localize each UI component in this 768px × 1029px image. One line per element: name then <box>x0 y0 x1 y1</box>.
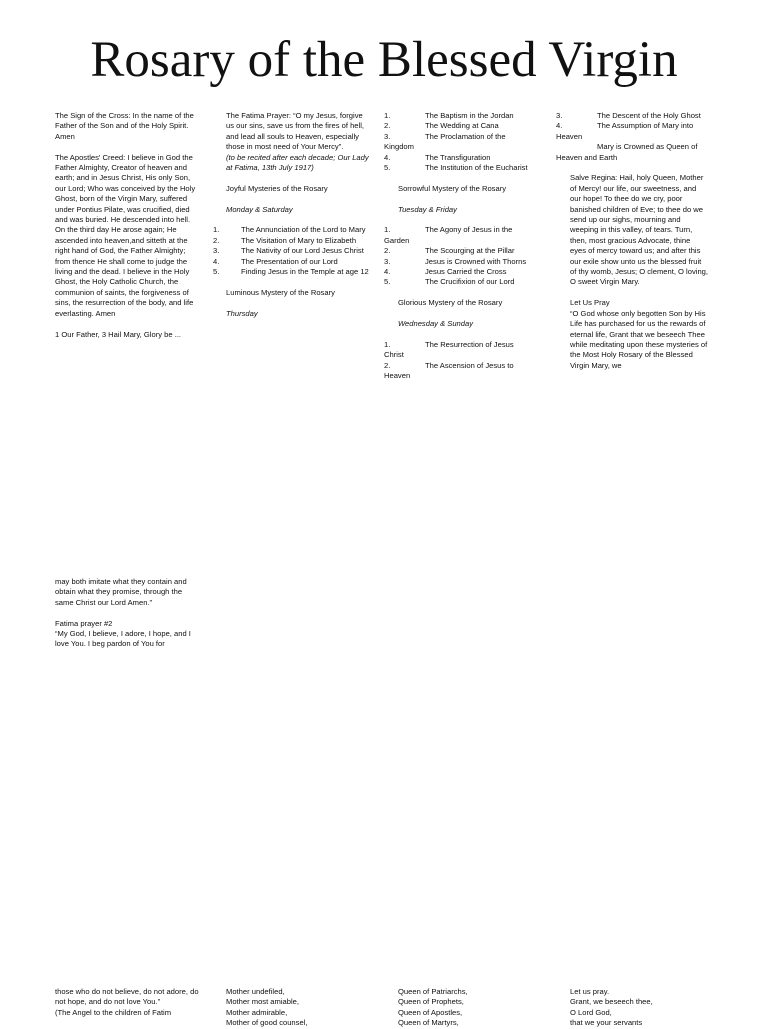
list-item: 2. The Wedding at Cana <box>384 121 499 131</box>
list-item: 2. The Ascension of Jesus to Heaven <box>384 360 514 381</box>
list-item: 4. Jesus Carried the Cross <box>384 267 507 277</box>
prayer-line: O Lord God, <box>570 1007 612 1017</box>
joyful-heading: Joyful Mysteries of the Rosary <box>226 183 328 193</box>
sorrowful-heading: Sorrowful Mystery of the Rosary <box>398 183 507 193</box>
our-father-line: 1 Our Father, 3 Hail Mary, Glory be ... <box>55 329 182 339</box>
list-item: 1. The Agony of Jesus in the Garden <box>384 225 513 245</box>
let-us-pray-heading: Let Us Pray <box>570 298 610 308</box>
prayer-line: Let us pray. <box>570 987 610 996</box>
sorrowful-days: Tuesday & Friday <box>398 204 457 214</box>
sign-of-cross-text: The Sign of the Cross: In the name of the Father of the Son and of the Holy Spirit. Amen <box>55 111 194 141</box>
litany-line: Mother most amiable, <box>226 997 300 1007</box>
list-item: 5. Finding Jesus in the Temple at age 12 <box>213 267 369 277</box>
glorious-heading: Glorious Mystery of the Rosary <box>398 298 503 308</box>
litany-line: Queen of Patriarchs, <box>398 987 468 996</box>
litany-line: Mother admirable, <box>226 1007 288 1017</box>
list-item: 1. The Baptism in the Jordan <box>384 111 514 120</box>
litany-line: Queen of Prophets, <box>398 997 464 1007</box>
luminous-days: Thursday <box>226 308 258 318</box>
prayer-text: those who do not believe, do not adore, do not hope, and do not love You.” <box>55 987 199 1007</box>
litany-line: Queen of Martyrs, <box>398 1018 459 1028</box>
column-1 <box>55 111 200 350</box>
page2-column-1 <box>55 577 200 660</box>
list-item: 5. The Institution of the Eucharist <box>384 163 528 173</box>
list-item: 4. The Presentation of our Lord <box>213 256 338 266</box>
list-item: 3. The Descent of the Holy Ghost <box>556 111 701 120</box>
page3-column-4 <box>570 987 715 1029</box>
list-item: 2. The Scourging at the Pillar <box>384 246 515 256</box>
litany-line: Mother of good counsel, <box>226 1018 308 1028</box>
page3-column-3 <box>398 987 543 1029</box>
joyful-days: Monday & Saturday <box>226 204 293 214</box>
glorious-list-continued <box>556 111 708 163</box>
column-4 <box>556 111 708 382</box>
salve-regina-text: Salve Regina: Hail, holy Queen, Mother of Mercy! our life, our sweetness, and our hope! To thee do we cry, poor banished children of Eve; to thee do we send up our sighs, mourning and weeping in this valley, of tears. Turn, then, most gracious Advocate, thine eyes of mercy toward us; and after this our exile show unto us the blessed fruit of thy womb, Jesus; O clement, O loving, O sweet Virgin Mary. <box>570 173 709 287</box>
list-item: 5. The Crucifixion of our Lord <box>384 277 515 287</box>
litany-line: Mother undefiled, <box>226 987 285 996</box>
page-title: Rosary of the Blessed Virgin <box>90 32 678 88</box>
sorrowful-list <box>384 225 534 287</box>
list-item: 3. The Proclamation of the Kingdom <box>384 131 506 152</box>
fatima-note: (to be recited after each decade; Our Lady at Fatima, 13th July 1917) <box>226 152 369 173</box>
list-item: Mary is Crowned as Queen of Heaven and Earth <box>556 142 698 162</box>
fatima2-heading: Fatima prayer #2 <box>55 618 113 628</box>
column-2 <box>213 111 371 329</box>
list-item: 1. The Annunciation of the Lord to Mary <box>213 225 366 235</box>
prayer-line: that we your servants <box>570 1018 643 1028</box>
fatima-prayer-text: The Fatima Prayer: “O my Jesus, forgive us our sins, save us from the fires of hell, and lead all souls to Heaven, especially those in most need of Your Mercy”. <box>226 111 365 152</box>
list-item: 4. The Transfiguration <box>384 152 491 162</box>
continued-prayer-text: may both imitate what they contain and obtain what they promise, through the same Christ our Lord Amen.” <box>55 577 187 607</box>
list-item: 4. The Assumption of Mary into Heaven <box>556 121 694 141</box>
litany-line: Queen of Apostles, <box>398 1007 463 1017</box>
luminous-list <box>384 111 534 173</box>
fatima2-text: “My God, I believe, I adore, I hope, and I love You. I beg pardon of You for <box>55 629 191 649</box>
list-item: 2. The Visitation of Mary to Elizabeth <box>213 235 357 245</box>
list-item: 1. The Resurrection of Jesus Christ <box>384 339 514 360</box>
page3-column-2 <box>226 987 371 1029</box>
list-item: 3. The Nativity of our Lord Jesus Christ <box>213 246 364 256</box>
list-item: 3. Jesus is Crowned with Thorns <box>384 256 527 266</box>
apostles-creed-text: The Apostles' Creed: I believe in God the Father Almighty, Creator of heaven and earth; and in Jesus Christ, His only Son, our Lord; Who was conceived by the Holy Ghost, born of the Virgin Mary, suffered under Pontius Pilate, was crucified, died and was buried. He descended into hell. On the third day He arose again; He ascended into heaven,and sitteth at the right hand of God, the Father Almighty; from thence He shall come to judge the living and the dead. I believe in the Holy Ghost, the Holy Catholic Church, the communion of saints, the forgiveness of sins, the resurrection of the body, and life everlasting. Amen <box>55 152 196 318</box>
prayer-text-cut: (The Angel to the children of Fatim <box>55 1007 172 1017</box>
prayer-line: Grant, we beseech thee, <box>570 997 653 1007</box>
luminous-heading: Luminous Mystery of the Rosary <box>226 287 335 297</box>
glorious-days: Wednesday & Sunday <box>398 319 474 329</box>
let-us-pray-text: “O God whose only begotten Son by His Life has purchased for us the rewards of eternal life, Grant that we beseech Thee while meditating upon these mysteries of the Most Holy Rosary of the Blessed Virgin Mary, we <box>570 308 708 370</box>
glorious-list <box>384 340 534 382</box>
column-3 <box>384 111 534 392</box>
joyful-list <box>213 225 371 277</box>
page3-column-1 <box>55 987 200 1018</box>
